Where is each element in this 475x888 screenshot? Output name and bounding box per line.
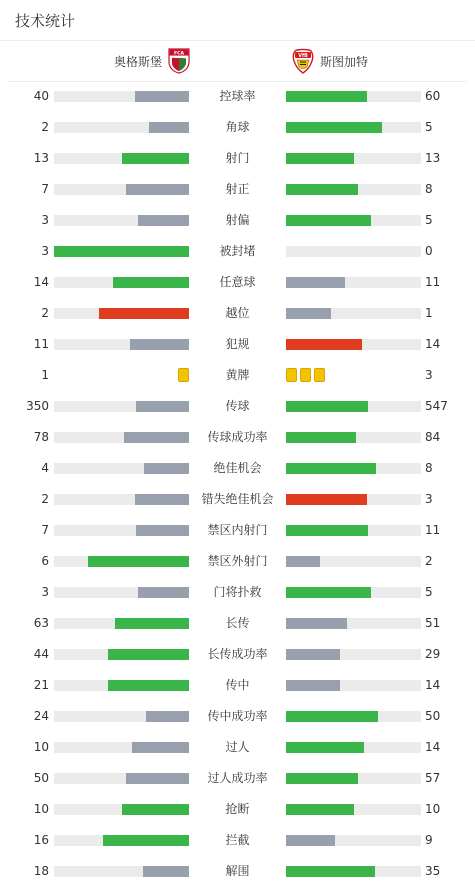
home-stat-bar — [54, 277, 189, 288]
home-stat-value: 6 — [41, 554, 49, 568]
home-stat-value: 4 — [41, 461, 49, 475]
home-stat-value: 13 — [33, 151, 49, 165]
stat-row — [0, 639, 475, 670]
home-stat-value: 44 — [33, 647, 49, 661]
away-stat-bar — [286, 711, 421, 722]
home-stat-value: 11 — [33, 337, 49, 351]
stuttgart-crest-icon — [292, 48, 314, 74]
away-stat-bar — [286, 246, 421, 257]
home-stat-value: 40 — [33, 89, 49, 103]
stat-label: 错失绝佳机会 — [201, 492, 274, 506]
away-stat-bar — [286, 184, 421, 195]
home-stat-value: 14 — [33, 275, 49, 289]
svg-text:FCA: FCA — [173, 51, 185, 57]
away-stat-bar — [286, 215, 421, 226]
home-stat-bar — [54, 432, 189, 443]
away-stat-value: 60 — [425, 89, 441, 103]
teams-header — [8, 41, 467, 82]
stat-label: 长传 — [225, 616, 250, 630]
stat-row — [0, 453, 475, 484]
away-stat-value: 5 — [425, 585, 433, 599]
away-stat-value: 1 — [425, 306, 433, 320]
stat-row — [0, 329, 475, 360]
home-stat-bar-fill — [135, 494, 189, 505]
away-stat-value: 2 — [425, 554, 433, 568]
home-stat-value: 78 — [33, 430, 49, 444]
away-stat-bar-fill — [286, 184, 358, 195]
away-stat-bar-fill — [286, 153, 354, 164]
home-stat-bar — [54, 339, 189, 350]
stat-row — [0, 267, 475, 298]
away-stat-bar-fill — [286, 401, 368, 412]
home-stat-value: 10 — [33, 802, 49, 816]
stat-row — [0, 391, 475, 422]
away-stat-bar — [286, 153, 421, 164]
home-stat-bar-fill — [149, 122, 190, 133]
home-team-name: 奥格斯堡 — [114, 54, 163, 69]
stat-label: 过人成功率 — [207, 771, 268, 785]
home-stat-bar — [54, 184, 189, 195]
away-stat-value: 14 — [425, 337, 441, 351]
stat-label: 犯规 — [225, 337, 250, 351]
home-stat-bar — [54, 401, 189, 412]
away-stat-bar-fill — [286, 773, 358, 784]
away-stat-bar — [286, 556, 421, 567]
home-stat-value: 10 — [33, 740, 49, 754]
away-stat-bar — [286, 742, 421, 753]
home-stat-bar-fill — [136, 401, 189, 412]
home-stat-bar-fill — [122, 153, 190, 164]
away-stat-bar — [286, 339, 421, 350]
away-stat-bar-fill — [286, 804, 354, 815]
stat-row — [0, 763, 475, 794]
away-stat-bar-fill — [286, 711, 378, 722]
home-stat-bar — [54, 742, 189, 753]
away-stat-bar — [286, 866, 421, 877]
stat-label: 禁区外射门 — [207, 554, 268, 568]
stat-row — [0, 236, 475, 267]
away-stat-bar-fill — [286, 866, 375, 877]
away-stat-bar-fill — [286, 587, 371, 598]
stat-row — [0, 701, 475, 732]
yellow-card-icon — [314, 368, 325, 382]
away-stat-bar — [286, 401, 421, 412]
home-stat-value: 350 — [26, 399, 49, 413]
away-stat-bar-fill — [286, 494, 367, 505]
home-stat-value: 18 — [33, 864, 49, 878]
away-stat-bar — [286, 432, 421, 443]
stat-label: 被封堵 — [219, 244, 256, 258]
away-stat-value: 5 — [425, 213, 433, 227]
away-stat-value: 51 — [425, 616, 441, 630]
home-stat-value: 3 — [41, 213, 49, 227]
away-stat-bar — [286, 680, 421, 691]
stat-row — [0, 670, 475, 701]
stat-row — [0, 112, 475, 143]
augsburg-crest-icon — [168, 48, 190, 74]
away-yellow-cards — [286, 368, 325, 382]
stat-label: 射门 — [225, 151, 250, 165]
away-stat-value: 9 — [425, 833, 433, 847]
home-stat-bar-fill — [144, 463, 189, 474]
away-stat-value: 29 — [425, 647, 441, 661]
home-team[interactable] — [114, 41, 190, 81]
stat-label: 传球成功率 — [207, 430, 268, 444]
home-stat-value: 21 — [33, 678, 49, 692]
stat-label: 越位 — [225, 306, 250, 320]
away-stat-bar-fill — [286, 556, 320, 567]
home-stat-bar-fill — [108, 649, 189, 660]
stat-row — [0, 515, 475, 546]
stat-row — [0, 298, 475, 329]
away-stat-value: 84 — [425, 430, 441, 444]
away-stat-bar-fill — [286, 215, 371, 226]
home-stat-bar-fill — [146, 711, 189, 722]
stat-label: 禁区内射门 — [207, 523, 268, 537]
home-stat-value: 7 — [41, 182, 49, 196]
away-stat-bar-fill — [286, 742, 364, 753]
away-stat-value: 11 — [425, 275, 441, 289]
away-stat-bar — [286, 649, 421, 660]
home-stat-bar-fill — [143, 866, 189, 877]
stat-label: 绝佳机会 — [213, 461, 262, 475]
yellow-card-icon — [286, 368, 297, 382]
stat-label: 任意球 — [219, 275, 256, 289]
stat-label: 拦截 — [225, 833, 250, 847]
stat-label: 控球率 — [219, 89, 256, 103]
stat-label: 长传成功率 — [207, 647, 268, 661]
home-stat-bar — [54, 649, 189, 660]
home-stat-bar — [54, 463, 189, 474]
away-stat-bar — [286, 804, 421, 815]
away-stat-bar-fill — [286, 463, 376, 474]
away-stat-value: 8 — [425, 182, 433, 196]
home-stat-bar — [54, 91, 189, 102]
away-stat-bar — [286, 463, 421, 474]
away-stat-value: 14 — [425, 740, 441, 754]
home-yellow-cards — [178, 368, 189, 382]
home-stat-bar — [54, 835, 189, 846]
home-stat-bar — [54, 494, 189, 505]
stat-label: 门将扑救 — [213, 585, 262, 599]
home-stat-bar-fill — [108, 680, 189, 691]
away-stat-bar-fill — [286, 91, 367, 102]
stat-row — [0, 577, 475, 608]
home-stat-bar — [54, 711, 189, 722]
section-title: 技术统计 — [15, 11, 76, 30]
away-stat-bar-fill — [286, 680, 340, 691]
home-stat-bar — [54, 246, 189, 257]
home-stat-bar — [54, 525, 189, 536]
away-stat-value: 10 — [425, 802, 441, 816]
stat-row — [0, 608, 475, 639]
stat-label: 射偏 — [225, 213, 250, 227]
away-stat-bar — [286, 525, 421, 536]
away-stat-bar — [286, 618, 421, 629]
home-stat-bar — [54, 587, 189, 598]
home-stat-bar — [54, 556, 189, 567]
away-stat-value: 5 — [425, 120, 433, 134]
home-stat-value: 3 — [41, 244, 49, 258]
away-stat-bar — [286, 773, 421, 784]
home-stat-bar-fill — [54, 246, 189, 257]
home-stat-bar-fill — [115, 618, 189, 629]
yellow-card-icon — [178, 368, 189, 382]
away-stat-bar — [286, 277, 421, 288]
away-stat-bar — [286, 835, 421, 846]
stat-row — [0, 732, 475, 763]
away-stat-value: 547 — [425, 399, 448, 413]
home-stat-value: 2 — [41, 306, 49, 320]
home-stat-bar-fill — [122, 804, 190, 815]
stat-row — [0, 856, 475, 887]
stat-label: 角球 — [225, 120, 250, 134]
away-stat-bar-fill — [286, 835, 335, 846]
home-stat-bar-fill — [130, 339, 189, 350]
home-stat-bar — [54, 122, 189, 133]
home-stat-bar-fill — [136, 525, 189, 536]
away-stat-value: 11 — [425, 523, 441, 537]
home-stat-bar — [54, 308, 189, 319]
home-stat-bar — [54, 153, 189, 164]
stat-label: 解围 — [225, 864, 250, 878]
home-stat-bar-fill — [138, 587, 189, 598]
home-stat-bar-fill — [99, 308, 189, 319]
stat-label: 黄牌 — [225, 368, 250, 382]
stat-label: 过人 — [225, 740, 250, 754]
away-stat-bar-fill — [286, 339, 362, 350]
home-stat-value: 2 — [41, 492, 49, 506]
stat-row — [0, 825, 475, 856]
away-stat-value: 3 — [425, 492, 433, 506]
home-stat-value: 7 — [41, 523, 49, 537]
away-stat-bar — [286, 494, 421, 505]
away-stat-bar-fill — [286, 525, 368, 536]
away-stat-bar-fill — [286, 649, 340, 660]
away-stat-bar-fill — [286, 122, 382, 133]
away-stat-value: 3 — [425, 368, 433, 382]
home-stat-bar — [54, 804, 189, 815]
away-stat-bar — [286, 122, 421, 133]
away-stat-bar — [286, 91, 421, 102]
stat-label: 传中成功率 — [207, 709, 268, 723]
stat-row — [0, 484, 475, 515]
stat-label: 传球 — [225, 399, 250, 413]
stat-row — [0, 143, 475, 174]
away-stat-bar-fill — [286, 618, 347, 629]
away-stat-value: 14 — [425, 678, 441, 692]
home-stat-bar — [54, 618, 189, 629]
home-stat-value: 2 — [41, 120, 49, 134]
home-stat-value: 24 — [33, 709, 49, 723]
stat-label: 射正 — [225, 182, 250, 196]
stat-row — [0, 81, 475, 112]
away-stat-bar — [286, 587, 421, 598]
stat-row — [0, 546, 475, 577]
home-stat-bar — [54, 215, 189, 226]
stat-row — [0, 205, 475, 236]
stat-row — [0, 794, 475, 825]
home-stat-bar-fill — [135, 91, 189, 102]
home-stat-bar — [54, 866, 189, 877]
svg-text:VfB: VfB — [298, 54, 308, 59]
home-stat-value: 63 — [33, 616, 49, 630]
home-stat-bar-fill — [126, 184, 189, 195]
home-stat-bar-fill — [103, 835, 189, 846]
away-stat-value: 0 — [425, 244, 433, 258]
stat-row — [0, 174, 475, 205]
away-team[interactable] — [292, 41, 368, 81]
home-stat-bar — [54, 680, 189, 691]
away-stat-value: 8 — [425, 461, 433, 475]
away-stat-bar-fill — [286, 308, 331, 319]
home-stat-bar-fill — [138, 215, 189, 226]
home-stat-bar-fill — [88, 556, 189, 567]
away-stat-value: 35 — [425, 864, 441, 878]
home-stat-bar-fill — [126, 773, 189, 784]
home-stat-bar-fill — [113, 277, 189, 288]
away-stat-bar-fill — [286, 432, 356, 443]
stat-label: 抢断 — [225, 802, 250, 816]
home-stat-value: 16 — [33, 833, 49, 847]
home-stat-bar-fill — [124, 432, 189, 443]
stat-label: 传中 — [225, 678, 250, 692]
away-team-name: 斯图加特 — [320, 54, 369, 69]
away-stat-value: 50 — [425, 709, 441, 723]
stat-row — [0, 360, 475, 391]
stat-row — [0, 422, 475, 453]
away-stat-bar — [286, 308, 421, 319]
yellow-card-icon — [300, 368, 311, 382]
away-stat-value: 57 — [425, 771, 441, 785]
home-stat-value: 1 — [41, 368, 49, 382]
away-stat-value: 13 — [425, 151, 441, 165]
home-stat-value: 3 — [41, 585, 49, 599]
home-stat-value: 50 — [33, 771, 49, 785]
home-stat-bar — [54, 773, 189, 784]
section-header — [0, 0, 475, 41]
away-stat-bar-fill — [286, 277, 345, 288]
home-stat-bar-fill — [132, 742, 189, 753]
